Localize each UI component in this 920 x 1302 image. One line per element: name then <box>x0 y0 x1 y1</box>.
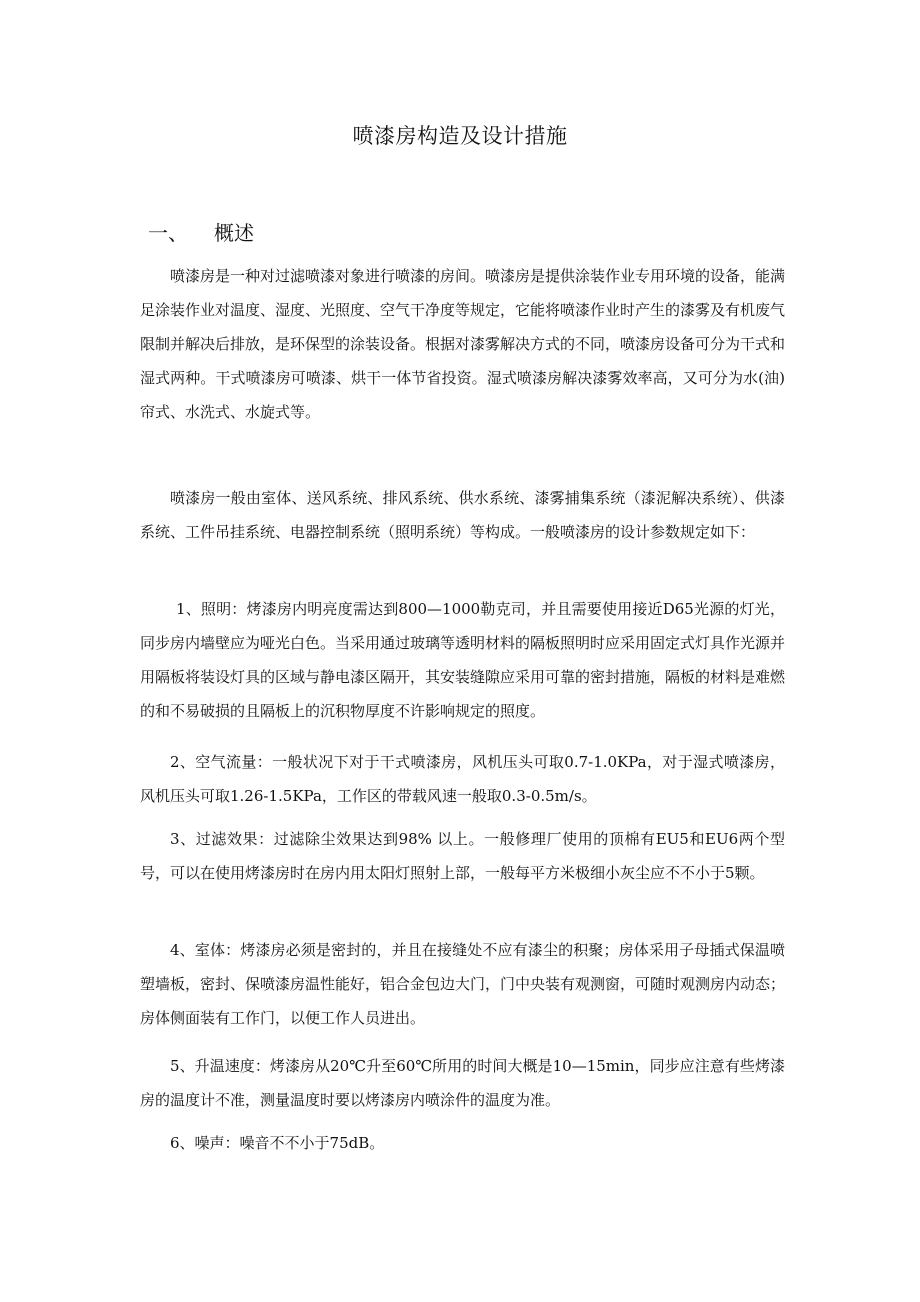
paragraph-overview: 喷漆房是一种对过滤喷漆对象进行喷漆的房间。喷漆房是提供涂装作业专用环境的设备，能满足涂装作业对温度、湿度、光照度、空气干净度等规定，它能将喷漆作业时产生的漆雾及有机废气限制并解决后排放，是环保型的涂装设备。根据对漆雾解决方式的不同，喷漆房设备可分为干式和湿式两种。干式喷漆房可喷漆、烘干一体节省投资。湿式喷漆房解决漆雾效率高，又可分为水(油)帘式、水洗式、水旋式等。 <box>140 267 786 421</box>
paragraph-filtration: 3、过滤效果：过滤除尘效果达到98% 以上。一般修理厂使用的顶棉有EU5和EU6两个型号，可以在使用烤漆房时在房内用太阳灯照射上部，一般每平方米极细小灰尘应不不小于5颗。 <box>140 830 785 882</box>
paragraph-composition: 喷漆房一般由室体、送风系统、排风系统、供水系统、漆雾捕集系统（漆泥解决系统）、供漆系统、工件吊挂系统、电器控制系统（照明系统）等构成。一般喷漆房的设计参数规定如下： <box>140 489 785 541</box>
page-title: 喷漆房构造及设计措施 <box>352 124 568 148</box>
section-title: 概述 <box>214 221 254 245</box>
paragraph-airflow: 2、空气流量：一般状况下对于干式喷漆房，风机压头可取0.7-1.0KPa，对于湿式喷漆房，风机压头可取1.26-1.5KPa，工作区的带载风速一般取0.3-0.5m/s。 <box>140 753 785 805</box>
paragraph-heating: 5、升温速度：烤漆房从20℃升至60℃所用的时间大概是10—15min，同步应注意有些烤漆房的温度计不准，测量温度时要以烤漆房内喷涂件的温度为准。 <box>140 1057 785 1109</box>
section-number: 一、 <box>148 221 188 245</box>
paragraph-noise: 6、噪声：噪音不不小于75dB。 <box>170 1134 385 1152</box>
section-heading <box>148 219 254 247</box>
paragraph-lighting: 1、照明：烤漆房内明亮度需达到800—1000勒克司，并且需要使用接近D65光源的灯光，同步房内墙壁应为哑光白色。当采用通过玻璃等透明材料的隔板照明时应采用固定式灯具作光源并用隔板将装设灯具的区域与静电漆区隔开，其安装缝隙应采用可靠的密封措施，隔板的材料是难燃的和不易破损的且隔板上的沉积物厚度不许影响规定的照度。 <box>140 600 786 720</box>
paragraph-chamber: 4、室体：烤漆房必须是密封的，并且在接缝处不应有漆尘的积聚；房体采用子母插式保温喷塑墙板，密封、保喷漆房温性能好，铝合金包边大门，门中央装有观测窗，可随时观测房内动态；房体侧面装有工作门，以便工作人员进出。 <box>140 941 786 1027</box>
